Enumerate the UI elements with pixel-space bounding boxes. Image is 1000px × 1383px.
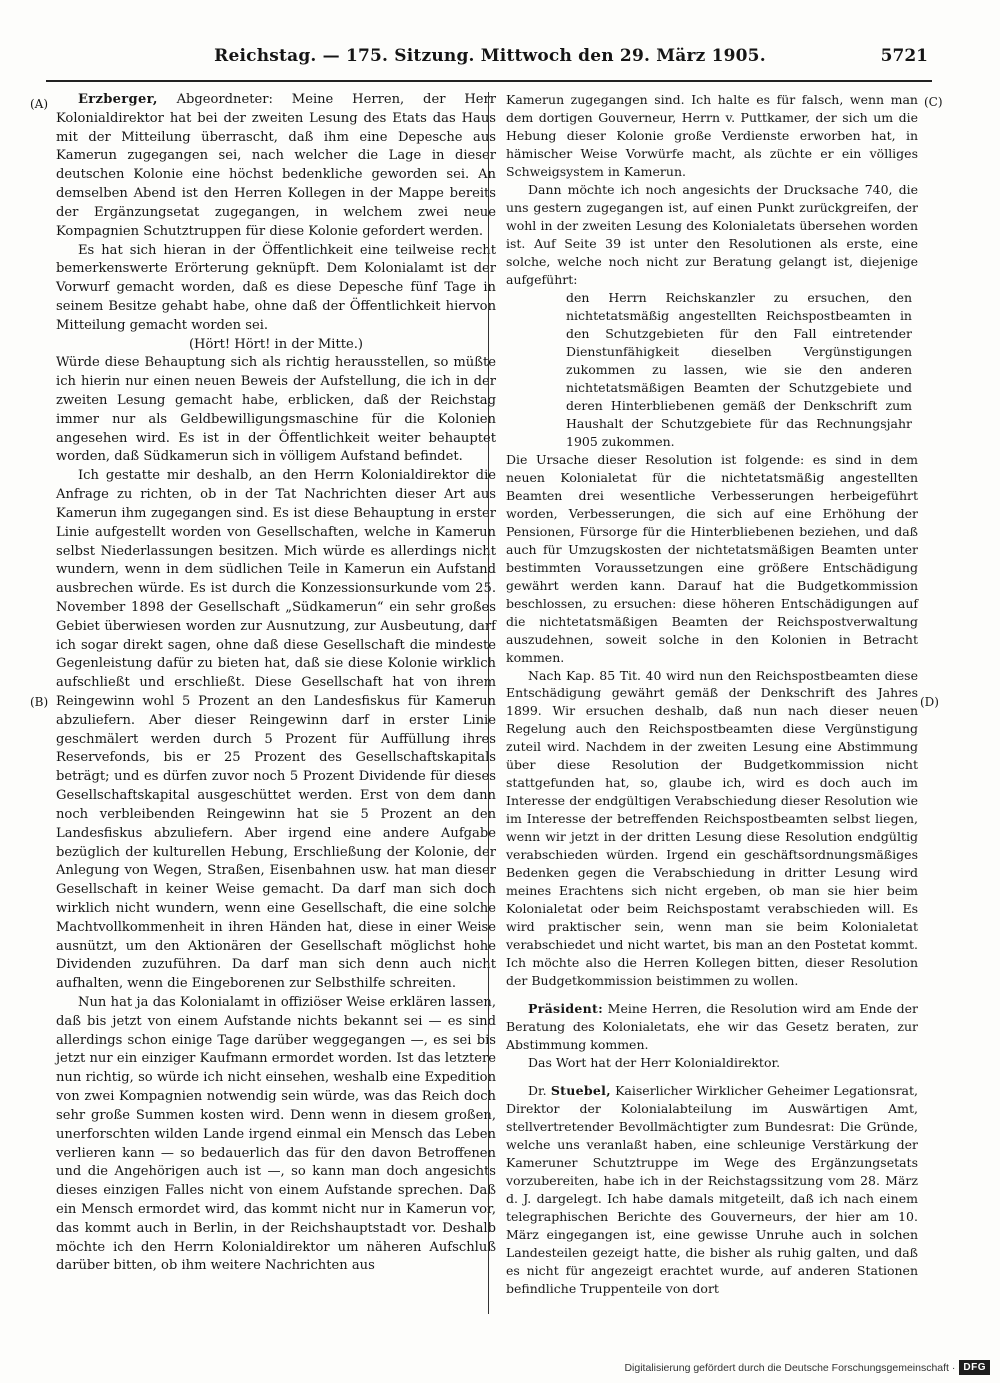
page-title: Reichstag. — 175. Sitzung. Mittwoch den 29. März 1905. xyxy=(214,46,766,66)
paragraph-text: Abgeordneter: Meine Herren, der Herr Kolonialdirektor hat bei der zweiten Lesung des Etats das Haus mit der Mitteilung überrascht, daß ihm eine Depesche aus Kamerun zugegangen sei, nach welcher die Lage in dieser deutschen Kolonie eine höchst bedenkliche geworden sei. An demselben Abend ist den Herren Kollegen in der Mappe bereits der Ergänzungsetat zugegangen, in welchem zwei neue Kompagnien Schutztruppen für diese Kolonie gefordert werden. xyxy=(56,92,496,239)
margin-marker-a: (A) xyxy=(30,97,49,111)
paragraph: Nach Kap. 85 Tit. 40 wird nun den Reichspostbeamten diese Entschädigung gewährt gemäß der Denkschrift des Jahres 1899. Wir ersuchen deshalb, daß nun nach dieser neuen Regelung auch den Reichspostbeamten diese Vergünstigung zuteil wird. Nachdem in der zweiten Lesung eine Abstimmung über diese Resolution der Budgetkommission nicht stattgefunden hat, so, glaube ich, wird es doch auch im Interesse der endgültigen Verabschiedung dieser Resolution wie im Interesse der betreffenden Reichspostbeamten selbst liegen, wenn wir jetzt in der dritten Lesung diese Resolution endgültig verabschieden würden. Irgend ein geschäftsordnungsmäßiges Bedenken gegen die Verabschiedung in dritter Lesung wird meines Erachtens sich nicht ergeben, ob man sie hier beim Kolonialetat oder beim Reichspostamt verabschieden will. Es wird praktischer sein, wenn man sie beim Kolonialetat verabschiedet und nicht wartet, bis man an den Postetat kommt. Ich möchte also die Herren Kollegen bitten, dieser Resolution der Budgetkommission beistimmen zu wollen. xyxy=(506,667,918,989)
page-number: 5721 xyxy=(880,46,928,66)
header-rule xyxy=(46,80,932,82)
paragraph: Nun hat ja das Kolonialamt in offiziöser Weise erklären lassen, daß bis jetzt von einem Aufstande nichts bekannt sei — es sind allerdings schon einige Tage darüber weggegangen —, es sei bis jetzt nur ein einziger Kaufmann ermordet worden. Ist das letztere nun richtig, so würde ich nicht einsehen, weshalb eine Expedition von zwei Kompagnien notwendig sein würde, was das Reich doch sehr große Summen kosten wird. Denn wenn in diesem großen, unerforschten wilden Lande irgend einmal ein Mensch das Leben verlieren kann — so bedauerlich das für den davon Betroffenen und die Angehörigen auch ist —, so kann man doch angesichts dieses einzigen Falles nicht von einem Aufstande sprechen. Daß ein Mensch ermordet wird, das kommt nicht nur in Kamerun vor, das kommt auch in Berlin, in der Reichshauptstadt vor. Deshalb möchte ich den Herrn Kolonialdirektor um näheren Aufschluß darüber bitten, ob ihm weitere Nachrichten aus xyxy=(56,995,496,1274)
left-column xyxy=(56,91,496,1276)
paragraph xyxy=(56,91,496,242)
paragraph: Kamerun zugegangen sind. Ich halte es für falsch, wenn man dem dortigen Gouverneur, Herrn v. Puttkamer, der sich um die Hebung dieser Kolonie große Verdienste erworben hat, in hämischer Weise Vorwürfe macht, als züchte er ein völliges Schweigsystem in Kamerun. xyxy=(506,92,918,179)
quoted-resolution: den Herrn Reichskanzler zu ersuchen, den nichtetatsmäßig angestellten Reichspostbeamten in den Schutzgebieten für den Fall eintretender Dienstunfähigkeit dieselben Vergünstigungen zukommen zu lassen, wie sie den anderen nichtetatsmäßigen Beamten der Schutzgebiete und deren Hinterbliebenen gemäß der Denkschrift zum Haushalt der Schutzgebiete für das Rechnungsjahr 1905 zukommen. xyxy=(566,289,912,449)
speaker-name: Präsident: xyxy=(528,1001,604,1017)
paragraph xyxy=(506,1000,918,1054)
page-footer xyxy=(624,1360,990,1375)
paragraph-gap xyxy=(506,1072,918,1082)
paragraph: Die Ursache dieser Resolution ist folgende: es sind in dem neuen Kolonialetat für die nichtetatsmäßig angestellten Beamten drei wesentliche Verbesserungen herbeigeführt worden, Verbesserungen, die sich auf eine Erhöhung der Pensionen, Fürsorge für die Hinterbliebenen beziehen, und daß auch für Umzugskosten der nichtetatsmäßigen Beamten unter bestimmten Voraussetzungen eine größere Entschädigung gewährt werden kann. Darauf hat die Budgetkommission beschlossen, zu ersuchen: diese höheren Entschädigungen auf die nichtetatsmäßigen Beamten der Reichspostverwaltung auszudehnen, soweit solche in den Kolonien in Betracht kommen. xyxy=(506,451,918,665)
footer-credit: Digitalisierung gefördert durch die Deutsche Forschungsgemeinschaft · xyxy=(624,1361,956,1374)
speaker-title: Dr. xyxy=(528,1083,551,1099)
paragraph-text: Kaiserlicher Wirklicher Geheimer Legationsrat, Direktor der Kolonialabteilung im Auswärtigen Amt, stellvertretender Bevollmächtigter zum Bundesrat: Die Gründe, welche uns veranlaßt haben, eine schleunige Verstärkung der Kameruner Schutztruppe im Wege des Ergänzungsetats vorzubereiten, habe ich in der Reichstagssitzung vom 28. März d. J. dargelegt. Ich habe damals mitgeteilt, daß ich nach einem telegraphischen Berichte des Gouverneurs, der hier am 10. März eingegangen ist, eine gewisse Unruhe auch in solchen Landesteilen gezeigt hatte, die bisher als ruhig galten, und daß es nicht für angezeigt erachtet wurde, auf anderen Stationen befindliche Truppenteile von dort xyxy=(506,1083,918,1296)
paragraph-text: Meine Herren, die Resolution wird am Ende der Beratung des Kolonialetats, ehe wir das Gesetz beraten, zur Abstimmung kommen. xyxy=(506,1001,918,1053)
page-header xyxy=(52,46,928,72)
margin-marker-d: (D) xyxy=(920,695,939,709)
margin-marker-c: (C) xyxy=(924,95,943,109)
paragraph xyxy=(506,1082,918,1298)
speaker-name: Erzberger, xyxy=(78,92,158,107)
paragraph: Ich gestatte mir deshalb, an den Herrn Kolonialdirektor die Anfrage zu richten, ob in der Tat Nachrichten dieser Art aus Kamerun ihm zugegangen sind. Es ist diese Behauptung in erster Linie aufgestellt worden von Gesellschaften, welche in Kamerun selbst Niederlassungen besitzen. Mich würde es allerdings nicht wundern, wenn in dem südlichen Teile in Kamerun ein Aufstand ausbrechen würde. Es ist durch die Konzessionsurkunde vom 25. November 1898 der Gesellschaft „Südkamerun“ ein sehr großes Gebiet überwiesen worden zur Ausnutzung, zur Ausbeutung, darf ich sogar direkt sagen, ohne daß diese Gesellschaft die mindeste Gegenleistung dafür zu bieten hat, daß sie diese Kolonie wirklich aufschließt und erschließt. Diese Gesellschaft hat von ihrem Reingewinn wohl 5 Prozent an den Landesfiskus für Kamerun abzuliefern. Aber dieser Reingewinn darf in erster Linie geschmälert werden durch 5 Prozent für Auffüllung ihres Reservefonds, bis er 25 Prozent des Gesellschaftskapitals beträgt; und es dürfen zuvor noch 5 Prozent Dividende für dieses Gesellschaftskapital ausgeschüttet werden. Erst von dem dann noch verbleibenden Reingewinn hat sie 5 Prozent an den Landesfiskus abzuliefern. Aber irgend eine andere Aufgabe bezüglich der kulturellen Hebung, Erschließung der Kolonie, der Anlegung von Wegen, Straßen, Eisenbahnen usw. hat man dieser Gesellschaft in keiner Weise gemacht. Da darf man sich doch wirklich nicht wundern, wenn eine Gesellschaft, die eine solche Machtvollkommenheit in ihren Händen hat, diese in einer Weise ausnützt, um den Aktionären der Gesellschaft möglichst hohe Dividenden zuzuführen. Da darf man sich denn auch nicht aufhalten, wenn die Eingeborenen zur Selbsthilfe schreiten. xyxy=(56,468,496,992)
speaker-name: Stuebel, xyxy=(550,1083,611,1099)
interjection: (Hört! Hört! in der Mitte.) xyxy=(188,336,364,352)
column-divider xyxy=(488,92,489,1314)
margin-marker-b: (B) xyxy=(30,695,49,709)
right-column xyxy=(506,91,918,1298)
paragraph-gap xyxy=(506,990,918,1000)
dfg-logo: DFG xyxy=(959,1360,990,1375)
paragraph: Dann möchte ich noch angesichts der Drucksache 740, die uns gestern zugegangen ist, auf einen Punkt zurückgreifen, der wohl in der zweiten Lesung des Kolonialetats übersehen worden ist. Auf Seite 39 ist unter den Resolutionen als erste, eine solche, welche noch nicht zur Beratung gelangt ist, diejenige aufgeführt: xyxy=(506,181,918,287)
paragraph: Das Wort hat der Herr Kolonialdirektor. xyxy=(528,1055,781,1071)
paragraph: Es hat sich hieran in der Öffentlichkeit eine teilweise recht bemerkenswerte Erörterung geknüpft. Dem Kolonialamt ist der Vorwurf gemacht worden, daß es diese Depesche fünf Tage in seinem Besitze gehabt habe, ohne daß der Öffentlichkeit hiervon Mitteilung gemacht worden sei. xyxy=(56,242,496,333)
paragraph: Würde diese Behauptung sich als richtig herausstellen, so müßte ich hierin nur einen neuen Beweis der Aufstellung, die ich in der zweiten Lesung gemacht habe, erblicken, daß der Reichstag immer nur als Geldbewilligungsmaschine für die Kolonien angesehen wird. Es ist in der Öffentlichkeit weiter behauptet worden, daß Südkamerun sich in völligem Aufstand befindet. xyxy=(56,355,496,465)
